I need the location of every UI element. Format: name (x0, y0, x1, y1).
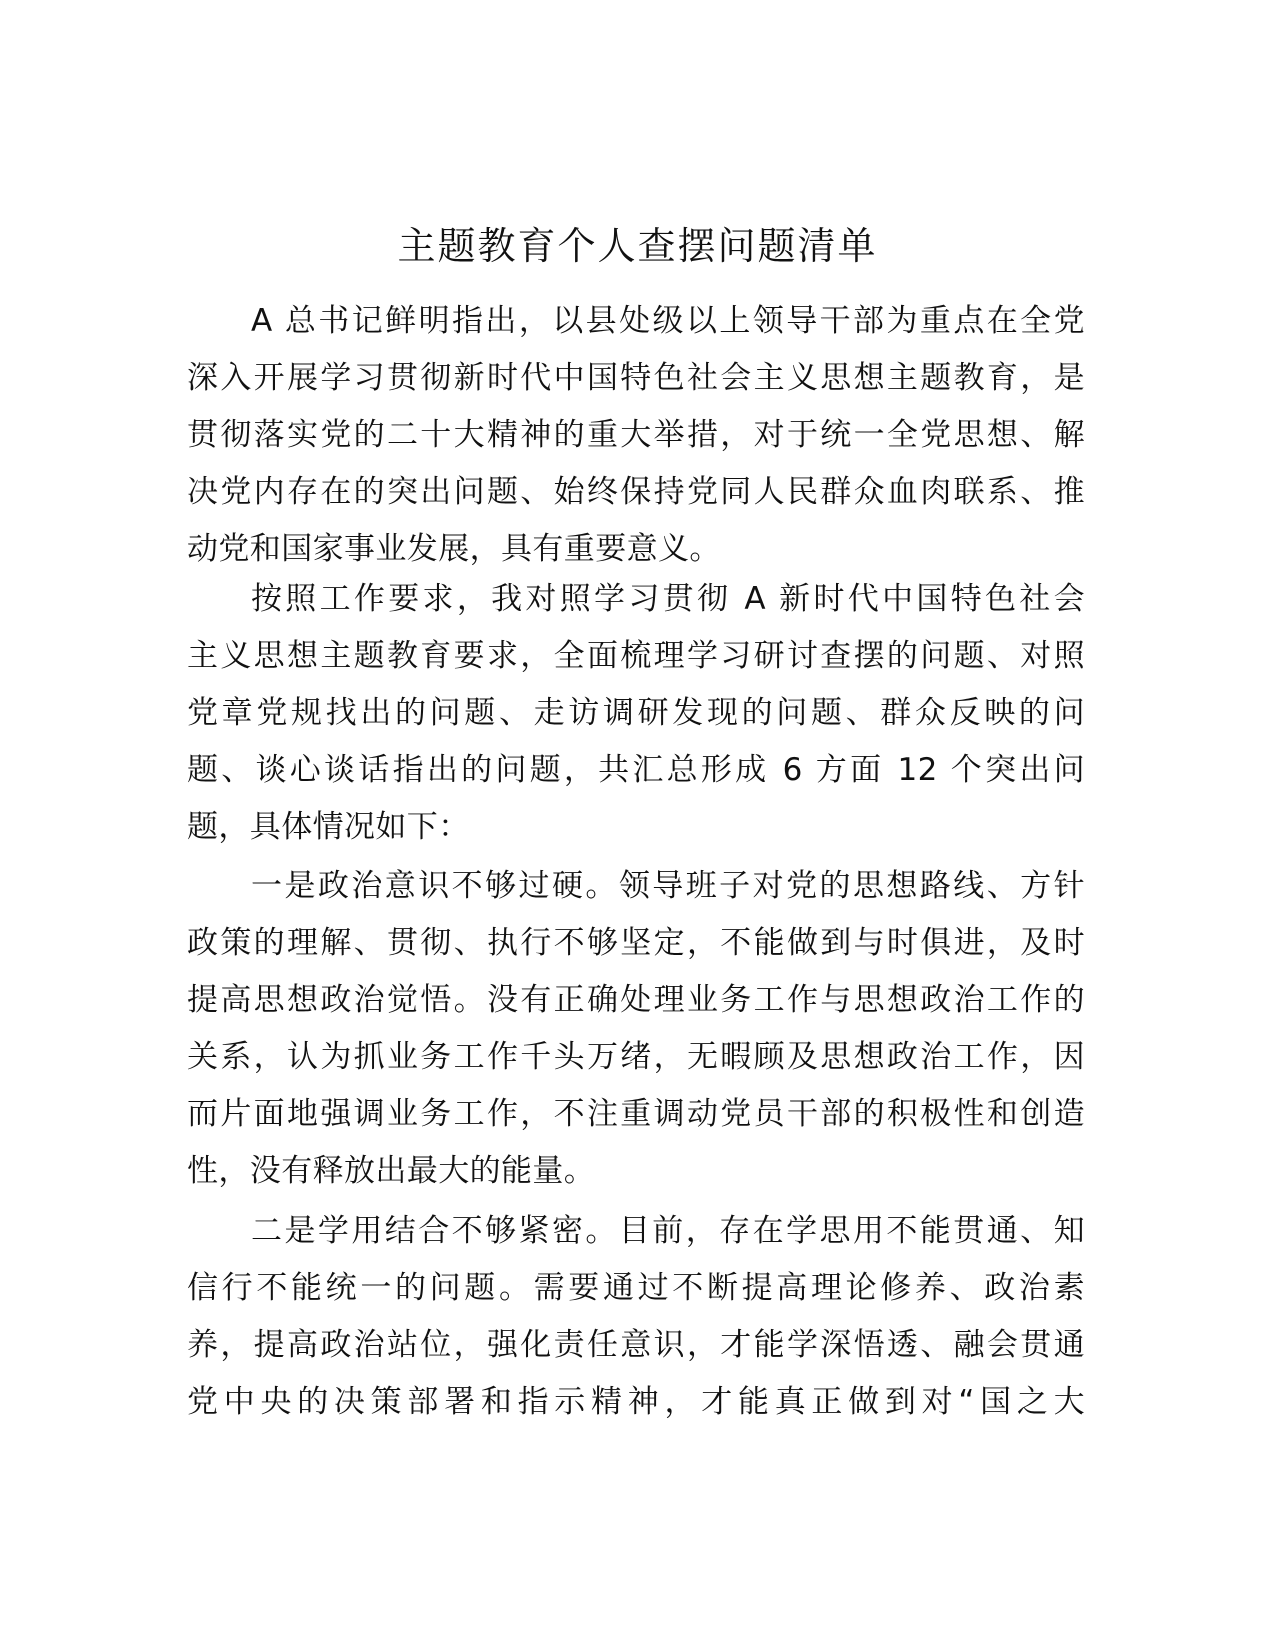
paragraph-issue-1 (187, 858, 1085, 1200)
paragraph-issue-2 (187, 1203, 1085, 1431)
text-line: 动党和国家事业发展，具有重要意义。 (187, 531, 721, 567)
text-line: 提高思想政治觉悟。没有正确处理业务工作与思想政治工作的 (187, 982, 1085, 1018)
text-line: 养，提高政治站位，强化责任意识，才能学深悟透、融会贯通 (187, 1327, 1085, 1363)
text-line: 信行不能统一的问题。需要通过不断提高理论修养、政治素 (187, 1270, 1085, 1306)
text-line: 按照工作要求，我对照学习贯彻 A 新时代中国特色社会 (251, 581, 1085, 617)
text-line: 题，具体情况如下： (187, 809, 470, 845)
text-line: 党中央的决策部署和指示精神，才能真正做到对“国之大 (187, 1384, 1085, 1420)
text-line: 深入开展学习贯彻新时代中国特色社会主义思想主题教育，是 (187, 360, 1085, 396)
text-line: 贯彻落实党的二十大精神的重大举措，对于统一全党思想、解 (187, 417, 1085, 453)
text-line: 关系，认为抓业务工作千头万绪，无暇顾及思想政治工作，因 (187, 1039, 1085, 1075)
document-title: 主题教育个人查摆问题清单 (397, 224, 878, 268)
text-line: 党章党规找出的问题、走访调研发现的问题、群众反映的问 (187, 695, 1085, 731)
paragraph-intro (187, 293, 1085, 578)
text-line: 决党内存在的突出问题、始终保持党同人民群众血肉联系、推 (187, 474, 1085, 510)
text-line: 而片面地强调业务工作，不注重调动党员干部的积极性和创造 (187, 1096, 1085, 1132)
text-line: 政策的理解、贯彻、执行不够坚定，不能做到与时俱进，及时 (187, 925, 1085, 961)
text-line: 主义思想主题教育要求，全面梳理学习研讨查摆的问题、对照 (187, 638, 1085, 674)
text-line: 性，没有释放出最大的能量。 (187, 1153, 596, 1189)
text-line: 题、谈心谈话指出的问题，共汇总形成 6 方面 12 个突出问 (187, 752, 1085, 788)
text-line: 一是政治意识不够过硬。领导班子对党的思想路线、方针 (251, 868, 1085, 904)
text-line: 二是学用结合不够紧密。目前，存在学思用不能贯通、知 (251, 1213, 1085, 1249)
text-line: A 总书记鲜明指出，以县处级以上领导干部为重点在全党 (251, 303, 1085, 339)
paragraph-requirements (187, 571, 1085, 856)
